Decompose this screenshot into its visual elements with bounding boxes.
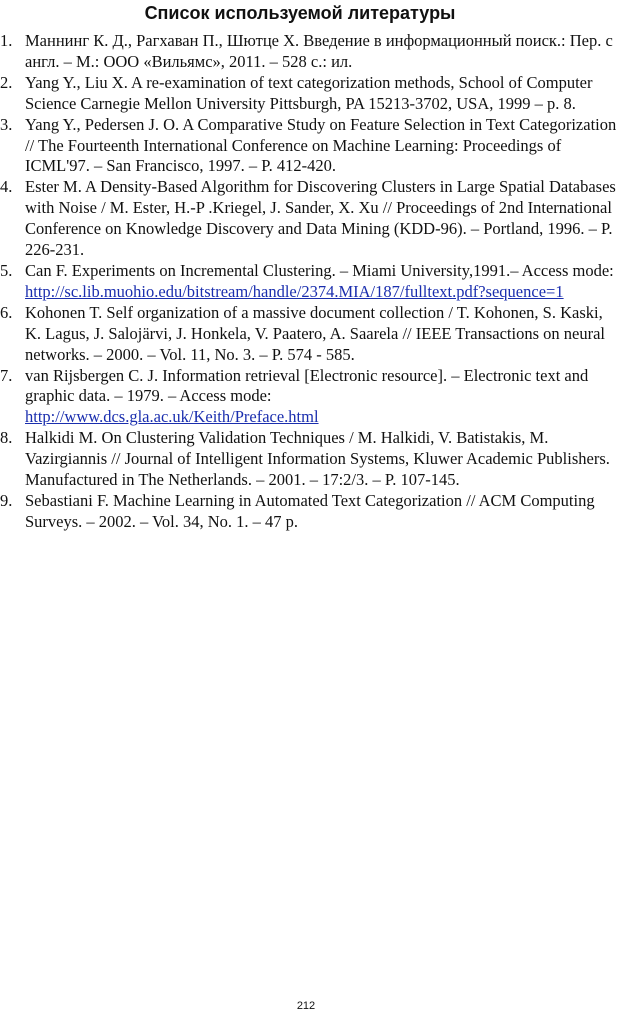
reference-text: Halkidi M. On Clustering Validation Techniques / M. Halkidi, V. Batistakis, M. Vazirgiannis // Journal of Intelligent Information Systems, Kluwer Academic Publishers. Manufactured in The Netherlands. – 2001. – 17:2/3. – P. 107-145. bbox=[25, 428, 610, 490]
reference-number: 7. bbox=[0, 365, 13, 385]
reference-item-1 bbox=[0, 31, 620, 73]
page-title: Список используемой литературы bbox=[144, 3, 456, 23]
page-number: 212 bbox=[296, 1000, 316, 1012]
reference-number: 3. bbox=[0, 114, 13, 134]
reference-text: Can F. Experiments on Incremental Clustering. – Miami University,1991.– Access mode: bbox=[25, 260, 614, 280]
reference-link[interactable]: http://www.dcs.gla.ac.uk/Keith/Preface.html bbox=[25, 407, 319, 427]
reference-text: van Rijsbergen C. J. Information retrieval [Electronic resource]. – Electronic text and graphic data. – 1979. – Access mode: bbox=[25, 365, 589, 406]
reference-number: 5. bbox=[0, 260, 13, 280]
reference-item-5 bbox=[0, 261, 620, 303]
reference-item-8 bbox=[0, 428, 620, 491]
reference-link[interactable]: http://sc.lib.muohio.edu/bitstream/handle/2374.MIA/187/fulltext.pdf?sequence=1 bbox=[25, 281, 564, 301]
reference-number: 2. bbox=[0, 72, 13, 92]
reference-item-9 bbox=[0, 491, 620, 533]
reference-text: Ester M. A Density-Based Algorithm for Discovering Clusters in Large Spatial Databases with Noise / M. Ester, H.-P .Kriegel, J. Sander, X. Xu // Proceedings of 2nd International Conference on Knowledge Discovery and Data Mining (KDD-96). – Portland, 1996. – P. 226-231. bbox=[25, 177, 616, 260]
reference-number: 6. bbox=[0, 302, 13, 322]
reference-text: Yang Y., Liu X. A re-examination of text categorization methods, School of Computer Science Carnegie Mellon University Pittsburgh, PA 15213-3702, USA, 1999 – p. 8. bbox=[25, 72, 593, 113]
reference-text: Kohonen T. Self organization of a massive document collection / T. Kohonen, S. Kaski, K. Lagus, J. Salojärvi, J. Honkela, V. Paatero, A. Saarela // IEEE Transactions on neural networks. – 2000. – Vol. 11, No. 3. – P. 574 - 585. bbox=[25, 302, 605, 364]
reference-item-7 bbox=[0, 366, 620, 429]
reference-number: 8. bbox=[0, 428, 13, 448]
reference-text: Маннинг К. Д., Рагхаван П., Шютце Х. Введение в информационный поиск.: Пер. с англ. – М.: ООО «Вильямс», 2011. – 528 с.: ил. bbox=[25, 31, 613, 71]
reference-list bbox=[0, 31, 620, 533]
reference-number: 4. bbox=[0, 177, 13, 197]
reference-item-6 bbox=[0, 303, 620, 366]
reference-text: Sebastiani F. Machine Learning in Automated Text Categorization // ACM Computing Surveys. – 2002. – Vol. 34, No. 1. – 47 p. bbox=[25, 490, 595, 531]
reference-item-2 bbox=[0, 73, 620, 115]
reference-item-4 bbox=[0, 177, 620, 261]
reference-number: 9. bbox=[0, 490, 13, 510]
reference-text: Yang Y., Pedersen J. O. A Comparative Study on Feature Selection in Text Categorization // The Fourteenth International Conference on Machine Learning: Proceedings of ICML'97. – San Francisco, 1997. – P. 412-420. bbox=[25, 114, 617, 176]
reference-item-3 bbox=[0, 115, 620, 178]
reference-number: 1. bbox=[0, 31, 13, 50]
